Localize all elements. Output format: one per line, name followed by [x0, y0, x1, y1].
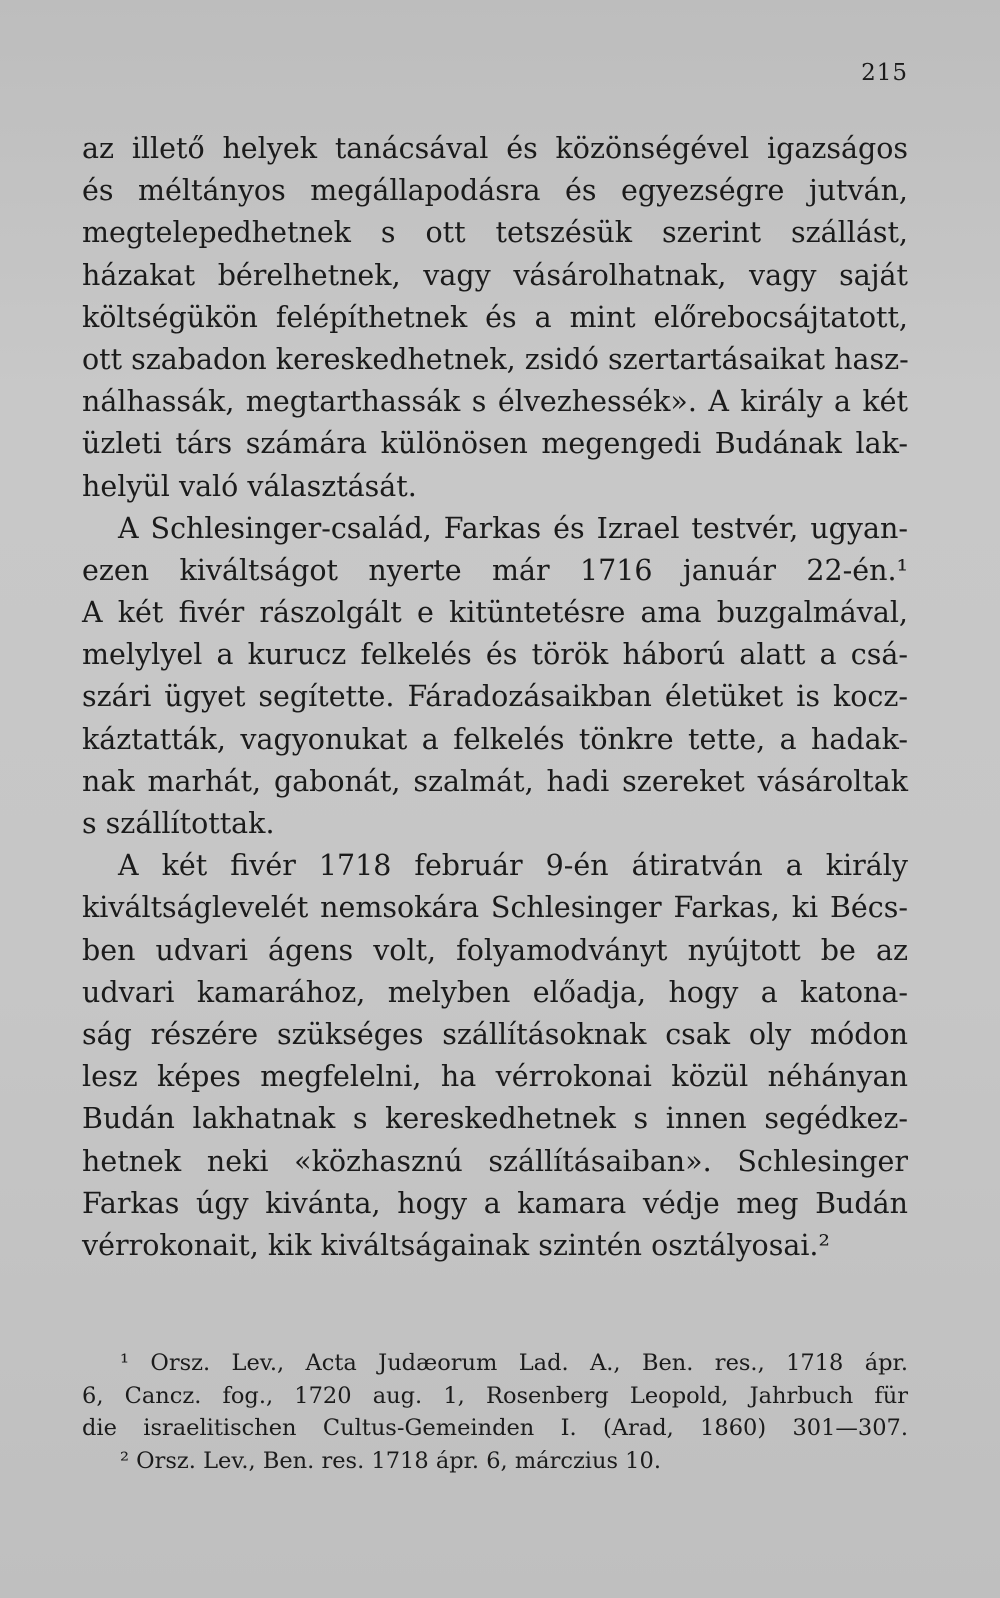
text-line: A Schlesinger-család, Farkas és Izrael testvér, ugyan-: [118, 511, 908, 545]
text-line: házakat bérelhetnek, vagy vásárolhatnak, vagy saját: [82, 258, 908, 292]
text-line: és méltányos megállapodásra és egyezségre jutván,: [82, 174, 908, 208]
text-line: káztatták, vagyonukat a felkelés tönkre tette, a hadak-: [82, 722, 908, 756]
text-line: s szállítottak.: [82, 807, 275, 840]
text-line: helyül való választását.: [82, 469, 417, 503]
text-line: udvari kamarához, melyben előadja, hogy a katona-: [82, 975, 908, 1009]
text-line: megtelepedhetnek s ott tetszésük szerint szállást,: [82, 216, 908, 250]
text-line: ott szabadon kereskedhetnek, zsidó szertartásaikat hasz-: [82, 342, 909, 376]
text-line: hetnek neki «közhasznú szállításaiban». Schlesinger: [82, 1144, 908, 1178]
footnotes: [82, 1347, 908, 1477]
text-line: lesz képes megfelelni, ha vérrokonai közül néhányan: [82, 1060, 908, 1094]
text-line: költségükön felépíthetnek és a mint előrebocsájtatott,: [82, 300, 908, 334]
text-line: ság részére szükséges szállításoknak csak oly módon: [82, 1017, 908, 1051]
body-text: [82, 128, 908, 1267]
footnote-line: ¹ Orsz. Lev., Acta Judæorum Lad. A., Ben. res., 1718 ápr.: [120, 1350, 908, 1376]
text-line: Farkas úgy kivánta, hogy a kamara védje meg Budán: [82, 1186, 908, 1220]
text-line: melylyel a kurucz felkelés és török háború alatt a csá-: [82, 638, 908, 672]
text-line: ben udvari ágens volt, folyamodványt nyújtott be az: [82, 933, 908, 967]
text-line: üzleti társ számára különösen megengedi Budának lak-: [82, 427, 908, 461]
text-line: ezen kiváltságot nyerte már 1716 január 22-én.¹: [82, 553, 908, 587]
footnote-line: ² Orsz. Lev., Ben. res. 1718 ápr. 6, márczius 10.: [120, 1447, 661, 1474]
footnote-line: 6, Cancz. fog., 1720 aug. 1, Rosenberg Leopold, Jahrbuch für: [82, 1382, 908, 1409]
text-line: A két fivér 1718 február 9-én átiratván a király: [118, 849, 908, 883]
text-line: az illető helyek tanácsával és közönségével igazságos: [82, 132, 908, 165]
footnote-line: die israelitischen Cultus-Gemeinden I. (Arad, 1860) 301—307.: [82, 1415, 908, 1441]
text-line: vérrokonait, kik kiváltságainak szintén osztályosai.²: [82, 1228, 830, 1262]
text-line: Budán lakhatnak s kereskedhetnek s innen segédkez-: [82, 1102, 908, 1136]
text-line: nálhassák, megtarthassák s élvezhessék». A király a két: [82, 385, 908, 419]
text-line: nak marhát, gabonát, szalmát, hadi szereket vásároltak: [82, 764, 908, 798]
text-line: szári ügyet segítette. Fáradozásaikban életüket is kocz-: [82, 680, 908, 714]
page-number: 215: [861, 60, 908, 86]
text-line: A két fivér rászolgált e kitüntetésre ama buzgalmával,: [82, 596, 908, 630]
text-line: kiváltságlevelét nemsokára Schlesinger Farkas, ki Bécs-: [82, 891, 908, 925]
